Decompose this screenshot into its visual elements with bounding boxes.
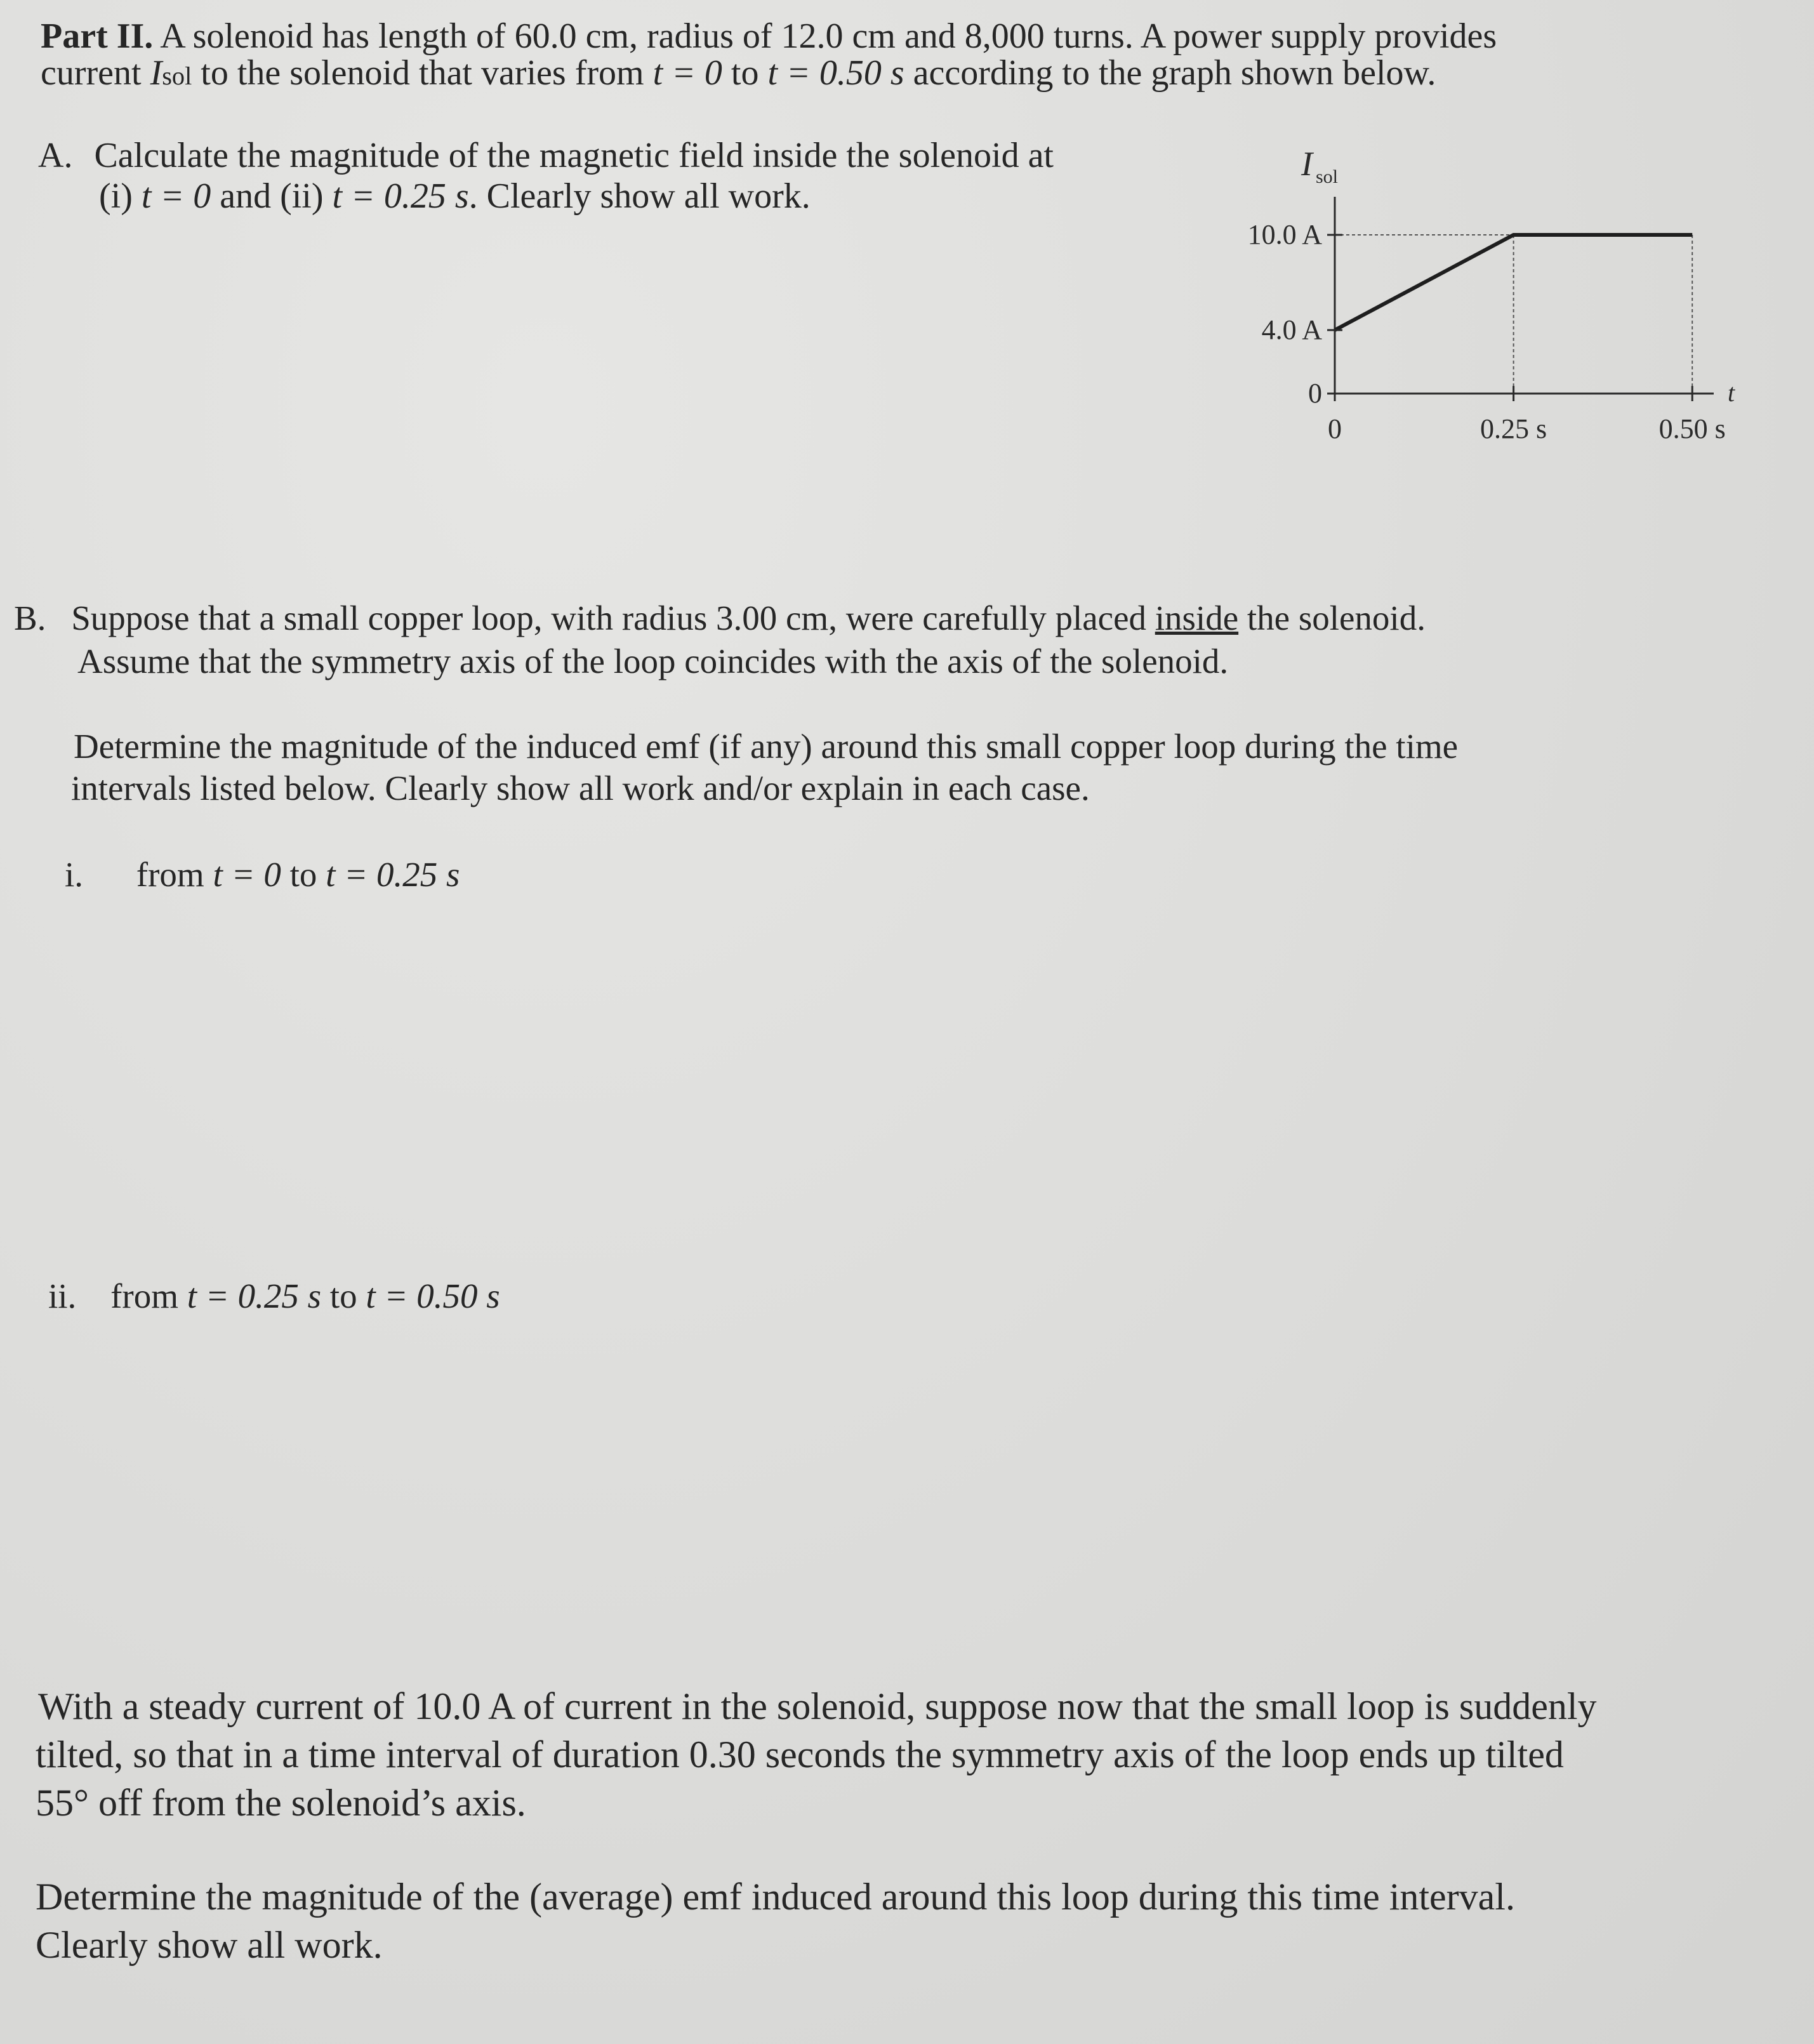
item-ii-t1: t = 0.50 s [366,1277,500,1315]
y-axis-label: I [1301,146,1313,183]
part-a-t0: t = 0 [141,176,211,216]
y-tick-label-2: 0 [1308,378,1322,409]
part-a-text-2b: and (ii) [211,176,333,216]
i-symbol: I [150,53,162,93]
current-vs-time-graph [1193,146,1739,463]
item-i-from: from [136,855,213,894]
part-b-text-3: Determine the magnitude of the induced emf (if any) around this small copper loop during the time [74,727,1459,766]
part-c-line-2 [36,1730,1564,1779]
item-ii-label: ii. [48,1277,77,1315]
part-a-text-1: Calculate the magnitude of the magnetic field inside the solenoid at [94,136,1054,175]
part-b-line-1 [14,597,1426,640]
part-a-t1: t = 0.25 s [332,176,469,216]
item-i-t1: t = 0.25 s [326,855,460,894]
x-tick-label-0: 0 [1328,413,1342,444]
intro-t0: t = 0 [652,53,722,93]
x-tick-label-1: 0.25 s [1480,413,1547,444]
inside-emphasis: inside [1155,599,1239,637]
i-subscript: sol [162,62,192,90]
item-ii [48,1275,500,1318]
part-a-line-2 [99,175,811,217]
part-c-line-3 [36,1779,526,1827]
intro-text-2a: current [41,53,150,93]
y-tick-label-0: 10.0 A [1247,219,1322,250]
item-i-to: to [281,855,326,894]
part-a-label: A. [38,136,73,175]
part-a-text-2c: . Clearly show all work. [468,176,811,216]
intro-line-1 [41,15,1497,57]
part-c-line-1 [38,1682,1597,1730]
y-axis-label-sub: sol [1316,166,1339,187]
part-c-line-5 [36,1921,383,1969]
part-c-line-4 [36,1873,1515,1921]
part-c-text-5: Clearly show all work. [36,1924,383,1966]
part-c-text-4: Determine the magnitude of the (average) emf induced around this loop during this time interval. [36,1876,1515,1918]
part-b-text-4: intervals listed below. Clearly show all work and/or explain in each case. [71,769,1090,807]
part-b-line-4 [71,767,1090,810]
part-b-label: B. [14,599,46,637]
part-b-text-2: Assume that the symmetry axis of the loop coincides with the axis of the solenoid. [77,642,1229,680]
item-ii-to: to [321,1277,366,1315]
x-tick-label-2: 0.50 s [1658,413,1726,444]
intro-line-2 [41,52,1436,97]
part-b-line-3 [74,725,1458,768]
item-ii-from: from [110,1277,187,1315]
part-b-line-2 [77,640,1228,683]
intro-t1: t = 0.50 s [767,53,904,93]
part-a-line-1 [38,135,1054,176]
part-c-text-2: tilted, so that in a time interval of duration 0.30 seconds the symmetry axis of the loop ends up tilted [36,1734,1564,1775]
item-i-label: i. [65,855,84,894]
part-b-text-1b: the solenoid. [1238,599,1426,637]
item-ii-t0: t = 0.25 s [187,1277,322,1315]
intro-to: to [722,53,768,93]
item-i [65,853,460,896]
part-c-text-1: With a steady current of 10.0 A of current in the solenoid, suppose now that the small loop is suddenly [38,1685,1597,1727]
intro-text-1: A solenoid has length of 60.0 cm, radius of 12.0 cm and 8,000 turns. A power supply provides [160,17,1497,56]
part-a-text-2a: (i) [99,176,142,216]
x-axis-label: t [1728,378,1735,407]
item-i-t0: t = 0 [213,855,281,894]
part-b-text-1a: Suppose that a small copper loop, with radius 3.00 cm, were carefully placed [71,599,1155,637]
y-tick-label-1: 4.0 A [1261,314,1322,345]
intro-text-2b: to the solenoid that varies from [192,53,653,93]
part-ii-heading: Part II. [41,17,154,56]
intro-text-2c: according to the graph shown below. [904,53,1436,93]
part-c-text-3: 55° off from the solenoid’s axis. [36,1782,526,1824]
